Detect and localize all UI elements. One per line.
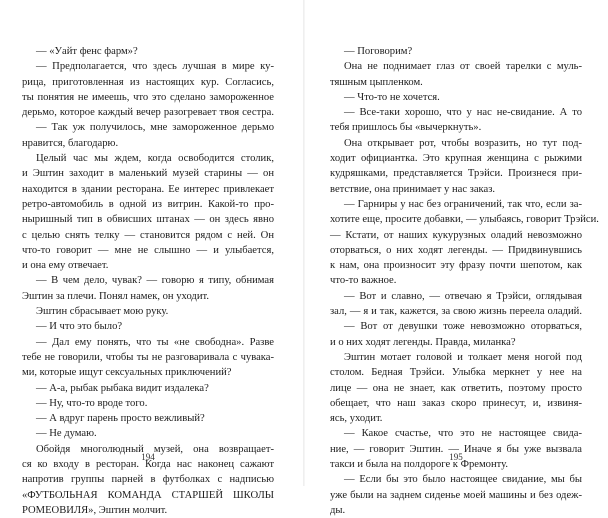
text-line: дерьмо, которое каждый вечер разогревает твоя сестра. [22, 107, 274, 119]
text-line: — А-а, рыбак рыбака видит издалека? [36, 382, 209, 394]
text-line: — Вот от девушки тоже невозможно оторваться, [344, 321, 582, 333]
book-spine [303, 0, 305, 486]
text-line: с целью снять телку — становится рядом с ней. Он [22, 229, 274, 241]
text-line: — Что-то не хочется. [344, 91, 440, 103]
text-line: — Не думаю. [36, 428, 97, 440]
text-line: что-то говорит — мне не слышно — и улыбается, [22, 244, 274, 256]
text-line: — И что это было? [36, 321, 123, 333]
text-line: уже были на заднем сиденье моей машины и без одеж- [330, 489, 582, 501]
text-line: ми, которые ищут сексуальных приключений? [22, 367, 232, 379]
text-line: — В чем дело, чувак? — говорю я типу, обнимая [36, 275, 274, 287]
text-line: — Так уж получилось, мне замороженное дерьмо [36, 122, 274, 134]
text-line: ходит официантка. Это крупная женщина с рыжими [330, 153, 582, 165]
text-line: — Кстати, от наших кукурузных оладий невозможно [330, 229, 582, 241]
text-line: ды. [330, 504, 346, 516]
text-line: — Дал ему понять, что ты «не свободна». Разве [36, 336, 274, 348]
text-line: — Все-таки хорошо, что у нас не-свидание. А то [344, 107, 582, 119]
text-line: находится в здании ресторана. Ее интерес привлекает [22, 183, 274, 195]
text-line: — Какое счастье, что это не настоящее свида- [344, 428, 582, 440]
text-line: и она ему отвечает. [22, 260, 109, 272]
text-line: «ФУТБОЛЬНАЯ КОМАНДА СТАРШЕЙ ШКОЛЫ [22, 489, 274, 501]
text-line: ныришный тип в обвисших штанах — он здесь явно [22, 214, 274, 226]
text-line: ветствие, она принимает у нас заказ. [330, 183, 496, 195]
text-line: тебя пришлось бы «вычеркнуть». [330, 122, 482, 134]
text-line: Целый час мы ждем, когда освободится столик, [36, 153, 274, 165]
text-line: — Гарниры у нас без ограничений, так что, если за- [344, 198, 582, 210]
text-line: обещает, что наш заказ скоро принесут, и, извиня- [330, 397, 582, 409]
text-line: ясь, уходит. [330, 413, 383, 425]
text-line: напротив группы парней в футболках с надписью [22, 474, 274, 486]
text-line: столом. Бедная Трэйси. Улыбка меркнет у нее на [330, 367, 582, 379]
text-line: ты понятия не имеешь, что это сделано замороженное [22, 91, 274, 103]
text-line: кудряшками, представляется Трэйси. Произнеся при- [330, 168, 582, 180]
text-line: — «Уайт фенс фарм»? [36, 46, 138, 57]
text-line: что-то важное. [330, 275, 397, 287]
text-line: оторваться, о них ходят легенды. — Придвинувшись [330, 244, 582, 256]
text-line: — Вот и славно, — отвечаю я Трэйси, оглядывая [344, 290, 582, 302]
text-line: Обойдя многолюдный музей, она возвращает- [36, 443, 274, 455]
text-line: — Ну, что-то вроде того. [36, 397, 148, 409]
text-line: хотите еще, просите добавки, — улыбаясь, говорит Трэйси. [330, 214, 599, 226]
text-line: тебе не говорили, чтобы ты не разговаривала с чувака- [22, 351, 274, 363]
text-line: ретро-автомобиль в одной из витрин. Какой-то про- [22, 198, 274, 210]
text-line: Она открывает рот, чтобы возразить, но тут под- [344, 137, 582, 149]
text-line: — Если бы это было настоящее свидание, мы бы [344, 474, 582, 486]
text-line: нравится, благодарю. [22, 137, 119, 149]
text-line: — А вдруг парень просто вежливый? [36, 413, 205, 425]
text-line: такси и была на полдороге к Фремонту. [330, 459, 509, 471]
text-line: Она не поднимает глаз от своей тарелки с муль- [344, 61, 582, 73]
text-line: и Эштин заходит в маленький музей старины — он [22, 168, 274, 180]
text-line: Эштин мотает головой и толкает меня ногой под [344, 351, 582, 363]
text-line: ние, — говорит Эштин. — Иначе я бы уже вызвала [330, 443, 582, 455]
text-line: РОМЕОВИЛЯ», Эштин молчит. [22, 504, 168, 516]
text-line: — Предполагается, что здесь лучшая в мире ку- [36, 61, 274, 73]
left-page-number: 194 [141, 452, 155, 462]
text-line: и о них ходят легенды. Правда, миланка? [330, 336, 516, 348]
text-line: ся ко входу в ресторан. Когда нас наконец сажают [22, 459, 274, 471]
text-line: зал, — я и так, кажется, за свою жизнь переела оладий. [330, 306, 582, 318]
text-line: тяшным цыпленком. [330, 76, 423, 88]
text-line: лице — она не знает, как ответить, поэтому просто [330, 382, 582, 394]
text-line: к нам, она произносит эту фразу почти шепотом, как [330, 260, 582, 272]
text-line: Эштин сбрасывает мою руку. [36, 306, 169, 318]
text-line: рица, приготовленная из настоящих кур. Согласись, [22, 76, 274, 88]
text-line: — Поговорим? [344, 46, 413, 57]
right-page-number: 195 [449, 452, 463, 462]
text-line: Эштин за плечи. Понял намек, он уходит. [22, 290, 209, 302]
